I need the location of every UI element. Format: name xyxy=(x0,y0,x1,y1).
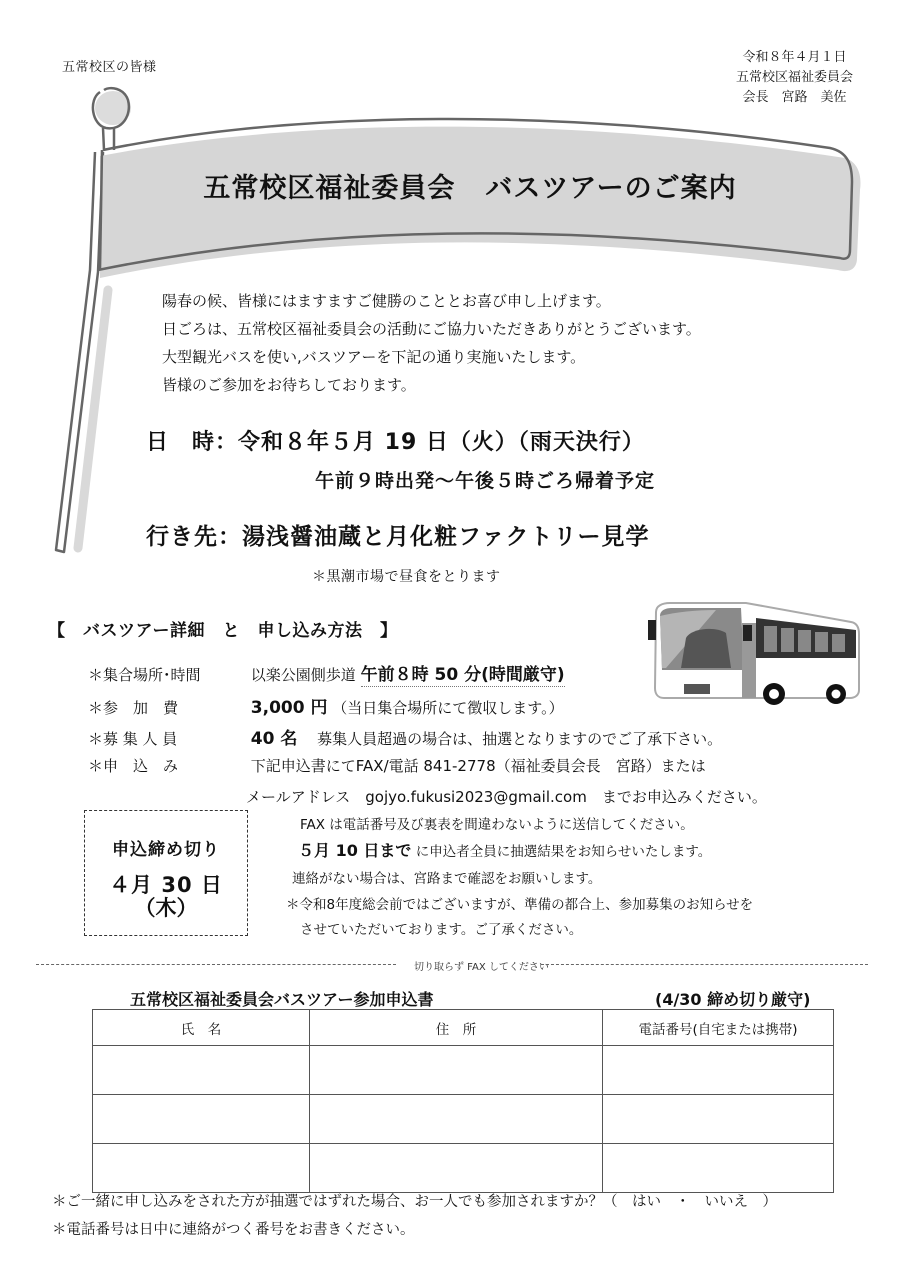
fee-note: （当日集合場所にて徴収します。） xyxy=(332,699,564,717)
detail-label: ＊申 込 み xyxy=(88,757,179,775)
address-cell[interactable] xyxy=(310,1144,603,1193)
greeting-line: 大型観光バスを使い,バスツアーを下記の通り実施いたします。 xyxy=(162,348,586,366)
detail-meeting-place xyxy=(88,660,565,685)
result-date: ５月 10 日まで xyxy=(298,841,412,860)
cut-line-label: 切り取らず FAX してください xyxy=(406,958,557,973)
fee-amount: 3,000 円 xyxy=(250,698,328,718)
application-form-table xyxy=(92,1009,834,1193)
address-cell[interactable] xyxy=(310,1046,603,1095)
name-cell[interactable] xyxy=(93,1046,310,1095)
column-header-name: 氏 名 xyxy=(93,1010,310,1046)
phone-cell[interactable] xyxy=(603,1046,834,1095)
column-header-phone: 電話番号(自宅または携帯) xyxy=(603,1010,834,1046)
issue-date: 令和８年４月１日 xyxy=(742,50,847,65)
organization-name: 五常校区福祉委員会 xyxy=(735,70,853,85)
general-note-1: ＊令和8年度総会前ではございますが、準備の都合上、参加募集のお知らせを xyxy=(286,897,754,913)
application-method: 下記申込書にてFAX/電話 841-2778（福祉委員会長 宮路）または xyxy=(250,757,706,775)
destination: 行き先：湯浅醤油蔵と月化粧ファクトリー見学 xyxy=(146,524,650,550)
cut-line-dash xyxy=(36,964,396,965)
schedule-date: 日 時：令和８年５月 19 日（火）（雨天決行） xyxy=(146,430,645,455)
form-deadline: (4/30 締め切り厳守) xyxy=(655,990,811,1009)
detail-fee xyxy=(88,693,564,718)
page-title xyxy=(110,166,830,205)
detail-application xyxy=(88,755,706,776)
capacity-note: 募集人員超過の場合は、抽選となりますのでご了承下さい。 xyxy=(302,730,723,748)
email-line: メールアドレス gojyo.fukusi2023@gmail.com までお申込みください。 xyxy=(246,788,767,806)
contact-note: 連絡がない場合は、宮路まで確認をお願いします。 xyxy=(292,871,602,887)
detail-label: ＊集合場所･時間 xyxy=(88,666,201,684)
detail-label: ＊募 集 人 員 xyxy=(88,730,178,748)
cut-line-dash xyxy=(541,964,868,965)
fax-note: FAX は電話番号及び裏表を間違わないように送信してください。 xyxy=(300,817,694,833)
greeting-paragraph xyxy=(162,287,701,399)
title-subject: バスツアーのご案内 xyxy=(485,173,737,204)
table-row xyxy=(93,1046,834,1095)
greeting-line: 皆様のご参加をお待ちしております。 xyxy=(162,376,416,394)
detail-capacity xyxy=(88,724,722,749)
phone-cell[interactable] xyxy=(603,1144,834,1193)
phone-cell[interactable] xyxy=(603,1095,834,1144)
deadline-label: 申込締め切り xyxy=(112,840,220,860)
result-text: に申込者全員に抽選結果をお知らせいたします。 xyxy=(415,844,712,860)
cut-line xyxy=(36,958,868,973)
deadline-weekday: （木） xyxy=(134,896,198,920)
detail-label: ＊参 加 費 xyxy=(88,699,179,717)
greeting-line: 陽春の候、皆様にはますますご健勝のこととお喜び申し上げます。 xyxy=(162,292,611,310)
result-note xyxy=(298,838,711,861)
solo-participation-question: ＊ご一緒に申し込みをされた方が抽選ではずれた場合、お一人でも参加されますか？（ はい ・ いいえ ） xyxy=(52,1194,777,1210)
table-row xyxy=(93,1095,834,1144)
table-row xyxy=(93,1144,834,1193)
sender-block xyxy=(736,48,853,108)
general-note-2: させていただいております。ご了承ください。 xyxy=(300,922,583,938)
column-header-address: 住 所 xyxy=(310,1010,603,1046)
address-cell[interactable] xyxy=(310,1095,603,1144)
bus-illustration xyxy=(646,598,860,710)
deadline-box xyxy=(84,810,248,936)
details-heading: 【 バスツアー詳細 と 申し込み方法 】 xyxy=(48,621,398,641)
lunch-note: ＊黒潮市場で昼食をとります xyxy=(312,569,501,585)
title-organization: 五常校区福祉委員会 xyxy=(203,173,456,204)
chair-name: 会長 宮路 美佐 xyxy=(742,90,847,105)
phone-footnote: ＊電話番号は日中に連絡がつく番号をお書きください。 xyxy=(52,1222,415,1238)
form-title: 五常校区福祉委員会バスツアー参加申込書 xyxy=(130,990,434,1009)
meeting-time-value: 午前８時 50 分(時間厳守) xyxy=(360,665,565,685)
capacity-count: 40 名 xyxy=(250,729,298,749)
addressee: 五常校区の皆様 xyxy=(62,60,157,75)
meeting-place-value: 以楽公園側歩道 xyxy=(250,666,356,684)
name-cell[interactable] xyxy=(93,1144,310,1193)
deadline-date: ４月 30 日 xyxy=(109,873,223,897)
name-cell[interactable] xyxy=(93,1095,310,1144)
schedule-time: 午前９時出発～午後５時ごろ帰着予定 xyxy=(315,470,656,492)
greeting-line: 日ごろは、五常校区福祉委員会の活動にご協力いただきありがとうございます。 xyxy=(162,320,701,338)
